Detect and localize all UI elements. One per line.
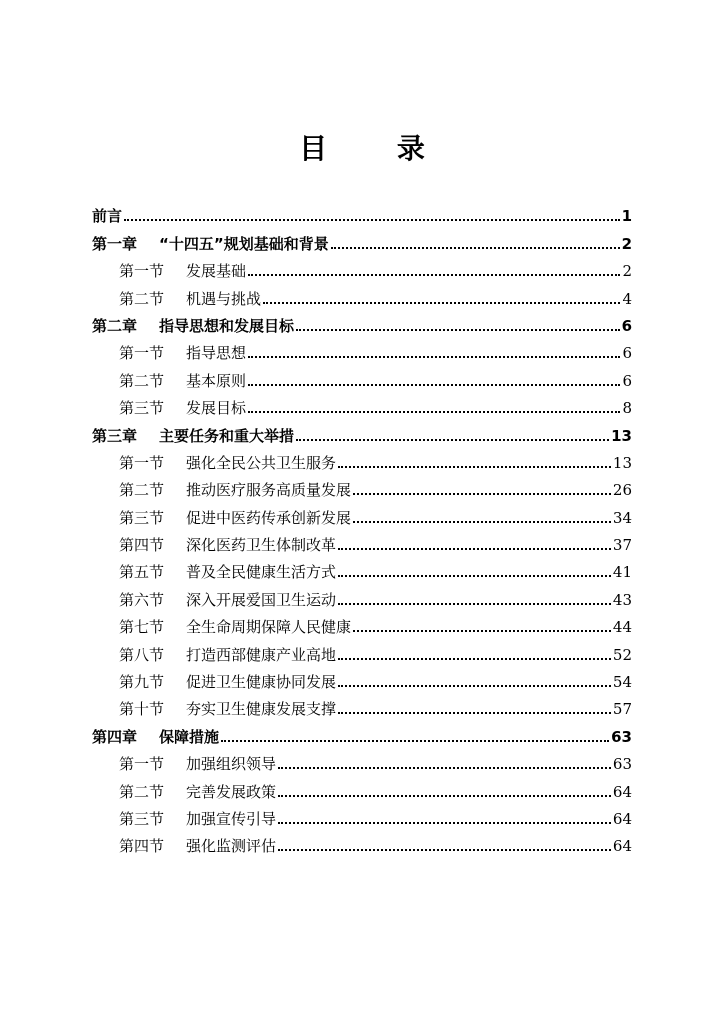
toc-entry-label: 促进卫生健康协同发展 <box>186 673 337 692</box>
toc-entry-number: 第三节 <box>119 399 165 418</box>
toc-dot-leader <box>124 219 620 221</box>
toc-dot-leader <box>248 411 620 413</box>
toc-entry-label: 指导思想 <box>186 344 247 363</box>
toc-entry-label: “十四五”规划基础和背景 <box>159 234 329 253</box>
toc-chapter-entry[interactable] <box>92 199 632 226</box>
toc-entry-label: 加强宣传引导 <box>186 809 277 828</box>
toc-entry-number: 第十节 <box>119 700 165 719</box>
toc-dot-leader <box>353 521 611 523</box>
toc-section-entry[interactable] <box>92 336 632 363</box>
toc-entry-label: 全生命周期保障人民健康 <box>186 618 352 637</box>
toc-section-entry[interactable] <box>92 254 632 281</box>
toc-entry-number: 第三章 <box>92 426 138 445</box>
toc-section-entry[interactable] <box>92 692 632 719</box>
toc-entry-number: 第一节 <box>119 453 165 472</box>
toc-page-number: 63 <box>611 727 632 746</box>
toc-section-entry[interactable] <box>92 500 632 527</box>
toc-dot-leader <box>338 603 611 605</box>
toc-section-entry[interactable] <box>92 774 632 801</box>
toc-entry-number: 第三节 <box>119 508 165 527</box>
toc-dot-leader <box>296 439 609 441</box>
toc-section-entry[interactable] <box>92 363 632 390</box>
toc-entry-label: 强化监测评估 <box>186 837 277 856</box>
toc-dot-leader <box>278 849 611 851</box>
toc-page-number: 6 <box>621 316 632 335</box>
toc-dot-leader <box>353 630 611 632</box>
toc-entry-label: 前言 <box>92 207 123 226</box>
toc-page-number: 13 <box>612 453 632 472</box>
toc-entry-label: 指导思想和发展目标 <box>159 316 295 335</box>
toc-dot-leader <box>248 356 620 358</box>
toc-dot-leader <box>338 575 611 577</box>
toc-section-entry[interactable] <box>92 281 632 308</box>
toc-page-number: 34 <box>612 508 632 527</box>
toc-entry-number: 第二章 <box>92 316 138 335</box>
toc-page-number: 8 <box>622 399 632 418</box>
toc-entry-number: 第六节 <box>119 590 165 609</box>
toc-entry-label: 普及全民健康生活方式 <box>186 563 337 582</box>
toc-entry-label: 深化医药卫生体制改革 <box>186 536 337 555</box>
toc-page-number: 2 <box>621 234 632 253</box>
toc-dot-leader <box>263 302 620 304</box>
toc-section-entry[interactable] <box>92 582 632 609</box>
toc-entry-label: 深入开展爱国卫生运动 <box>186 590 337 609</box>
toc-dot-leader <box>248 274 620 276</box>
toc-entry-label: 推动医疗服务高质量发展 <box>186 481 352 500</box>
toc-chapter-entry[interactable] <box>92 226 632 253</box>
toc-entry-number: 第二节 <box>119 371 165 390</box>
toc-entry-number: 第一节 <box>119 262 165 281</box>
toc-page-number: 43 <box>612 590 632 609</box>
toc-section-entry[interactable] <box>92 829 632 856</box>
toc-page-number: 1 <box>621 207 632 226</box>
toc-chapter-entry[interactable] <box>92 719 632 746</box>
toc-page-number: 63 <box>612 755 632 774</box>
toc-entry-number: 第一节 <box>119 344 165 363</box>
toc-dot-leader <box>248 384 620 386</box>
toc-entry-label: 打造西部健康产业高地 <box>186 645 337 664</box>
toc-dot-leader <box>331 247 620 249</box>
toc-section-entry[interactable] <box>92 610 632 637</box>
toc-page-number: 64 <box>612 837 632 856</box>
toc-dot-leader <box>338 658 611 660</box>
toc-entry-number: 第二节 <box>119 782 165 801</box>
toc-entry-number: 第七节 <box>119 618 165 637</box>
toc-dot-leader <box>338 685 611 687</box>
toc-page-number: 41 <box>612 563 632 582</box>
toc-dot-leader <box>296 329 620 331</box>
toc-page-number: 54 <box>612 673 632 692</box>
toc-page-number: 64 <box>612 782 632 801</box>
toc-dot-leader <box>338 548 611 550</box>
toc-page-number: 44 <box>612 618 632 637</box>
toc-dot-leader <box>278 822 611 824</box>
toc-entry-label: 发展基础 <box>186 262 247 281</box>
toc-page-number: 13 <box>611 426 632 445</box>
toc-page-number: 6 <box>622 371 632 390</box>
toc-page-number: 52 <box>612 645 632 664</box>
toc-entry-number: 第三节 <box>119 809 165 828</box>
toc-entry-number: 第一节 <box>119 755 165 774</box>
toc-entry-number: 第四节 <box>119 536 165 555</box>
toc-entry-number: 第五节 <box>119 563 165 582</box>
toc-entry-number: 第二节 <box>119 289 165 308</box>
toc-section-entry[interactable] <box>92 802 632 829</box>
toc-dot-leader <box>278 795 611 797</box>
toc-entry-number: 第四节 <box>119 837 165 856</box>
toc-entry-label: 完善发展政策 <box>186 782 277 801</box>
toc-entry-label: 保障措施 <box>159 727 220 746</box>
toc-entry-label: 强化全民公共卫生服务 <box>186 453 337 472</box>
toc-chapter-entry[interactable] <box>92 309 632 336</box>
toc-entry-number: 第二节 <box>119 481 165 500</box>
toc-entry-label: 促进中医药传承创新发展 <box>186 508 352 527</box>
toc-entry-label: 机遇与挑战 <box>186 289 262 308</box>
toc-section-entry[interactable] <box>92 446 632 473</box>
toc-dot-leader <box>353 493 611 495</box>
toc-section-entry[interactable] <box>92 637 632 664</box>
toc-page-number: 37 <box>612 536 632 555</box>
toc-dot-leader <box>338 466 611 468</box>
toc-entry-number: 第四章 <box>92 727 138 746</box>
toc-entry-number: 第九节 <box>119 673 165 692</box>
toc-entry-label: 加强组织领导 <box>186 755 277 774</box>
toc-dot-leader <box>278 767 611 769</box>
toc-entry-label: 主要任务和重大举措 <box>159 426 295 445</box>
page-title: 目 录 <box>299 132 455 165</box>
toc-section-entry[interactable] <box>92 665 632 692</box>
toc-entry-label: 发展目标 <box>186 399 247 418</box>
toc-page-number: 4 <box>622 289 632 308</box>
toc-page-number: 64 <box>612 809 632 828</box>
table-of-contents <box>92 199 632 856</box>
toc-section-entry[interactable] <box>92 528 632 555</box>
toc-section-entry[interactable] <box>92 473 632 500</box>
toc-dot-leader <box>221 740 609 742</box>
toc-entry-number: 第一章 <box>92 234 138 253</box>
toc-entry-label: 基本原则 <box>186 371 247 390</box>
toc-section-entry[interactable] <box>92 391 632 418</box>
toc-page-number: 57 <box>612 700 632 719</box>
toc-section-entry[interactable] <box>92 747 632 774</box>
toc-page-number: 2 <box>622 262 632 281</box>
toc-page-number: 6 <box>622 344 632 363</box>
toc-section-entry[interactable] <box>92 555 632 582</box>
toc-chapter-entry[interactable] <box>92 418 632 445</box>
toc-dot-leader <box>338 712 611 714</box>
toc-entry-label: 夯实卫生健康发展支撑 <box>186 700 337 719</box>
toc-entry-number: 第八节 <box>119 645 165 664</box>
toc-page-number: 26 <box>612 481 632 500</box>
